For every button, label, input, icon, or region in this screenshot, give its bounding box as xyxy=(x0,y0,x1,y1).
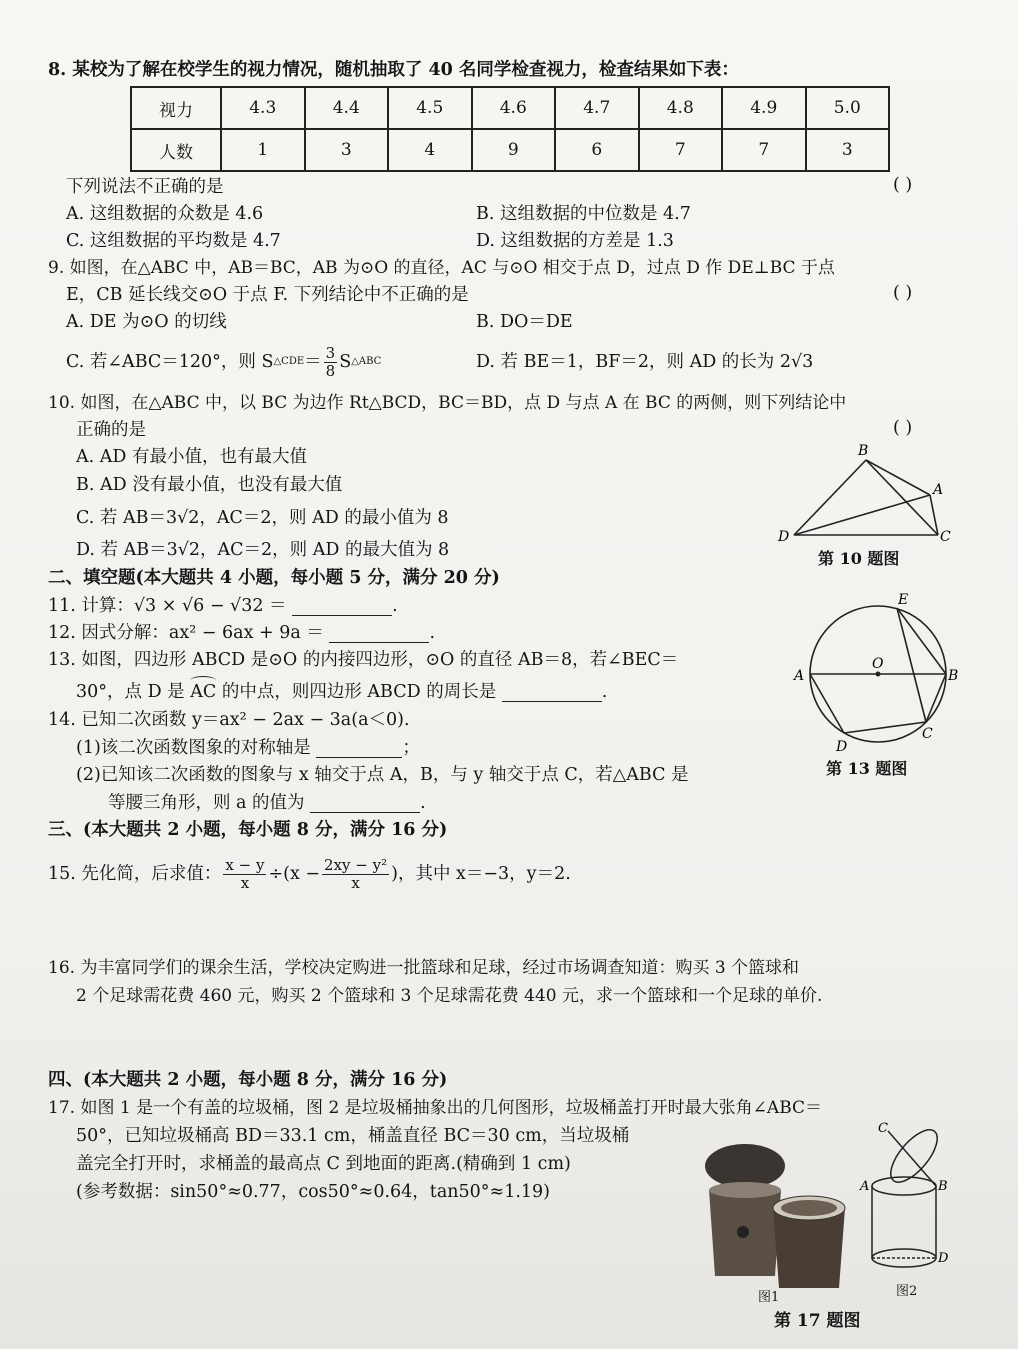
q10-caption: 第 10 题图 xyxy=(818,549,900,568)
point-label: O xyxy=(872,656,884,672)
point-label: D xyxy=(778,529,790,545)
fraction xyxy=(223,857,266,892)
table-cell: 4.3 xyxy=(221,87,305,129)
can-rim xyxy=(709,1182,781,1198)
q16-line1: 16. 为丰富同学们的课余生活，学校决定购进一批篮球和足球，经过市场调查知道：购买 3 个篮球和 xyxy=(48,958,800,978)
q15-div: ÷(x − xyxy=(268,864,321,884)
q9-c-text: C. 若∠ABC＝120°，则 S xyxy=(66,352,274,372)
can-handle xyxy=(737,1226,749,1238)
point-label: D xyxy=(836,739,848,755)
table-cell: 4.5 xyxy=(388,87,472,129)
q17-line3: 盖完全打开时，求桶盖的最高点 C 到地面的距离.(精确到 1 cm) xyxy=(76,1154,571,1174)
point-label: C xyxy=(940,529,951,545)
q9-stem-line2: E，CB 延长线交⊙O 于点 F. 下列结论中不正确的是 xyxy=(66,285,469,305)
q16-line2: 2 个足球需花费 460 元，购买 2 个篮球和 3 个足球需花费 440 元，求一个篮球和一个足球的单价. xyxy=(76,986,823,1006)
q15 xyxy=(48,852,571,896)
q8-option-d: D. 这组数据的方差是 1.3 xyxy=(476,231,674,251)
fraction-numerator: 3 xyxy=(325,343,336,362)
fraction-denominator: x xyxy=(240,873,250,892)
table-cell: 1 xyxy=(221,129,305,171)
table-cell: 4.6 xyxy=(472,87,556,129)
table-cell: 7 xyxy=(722,129,806,171)
q8-ask: 下列说法不正确的是 xyxy=(66,177,224,197)
q9-c-eq: ＝ xyxy=(304,352,322,372)
q17-line4: (参考数据：sin50°≈0.77，cos50°≈0.64，tan50°≈1.19) xyxy=(76,1182,550,1202)
point-label: C xyxy=(922,726,933,742)
table-row xyxy=(131,87,889,129)
arc-label xyxy=(190,680,216,704)
arc-mark xyxy=(190,676,216,685)
trash-can-photo xyxy=(695,1138,855,1298)
q9-option-d: D. 若 BE＝1，BF＝2，则 AD 的长为 2√3 xyxy=(476,352,814,372)
q14-semicolon: ； xyxy=(402,738,420,758)
table-cell: 7 xyxy=(639,129,723,171)
point-label: D xyxy=(938,1251,949,1266)
section-3-heading: 三、(本大题共 2 小题，每小题 8 分，满分 16 分) xyxy=(48,820,448,840)
q13-stem-line2 xyxy=(76,680,607,704)
table-cell: 4.8 xyxy=(639,87,723,129)
q14-part2-text: 等腰三角形，则 a 的值为 xyxy=(108,793,305,813)
section-2-heading: 二、填空题(本大题共 4 小题，每小题 5 分，满分 20 分) xyxy=(48,568,500,588)
fraction-numerator: 2xy − y² xyxy=(324,855,388,874)
q10-stem-line2: 正确的是 xyxy=(76,420,146,440)
table-cell: 4.9 xyxy=(722,87,806,129)
fig1-label: 图1 xyxy=(758,1290,780,1305)
q14-period: . xyxy=(420,793,426,813)
q9-option-c xyxy=(66,342,381,382)
q13-caption: 第 13 题图 xyxy=(826,759,908,778)
q9-c-s: S xyxy=(339,352,352,372)
q15-post: )，其中 x＝−3，y＝2. xyxy=(391,864,571,884)
point-label: B xyxy=(938,1179,948,1194)
q9-c-sub1: △CDE xyxy=(273,356,305,367)
table-cell: 6 xyxy=(555,129,639,171)
answer-blank xyxy=(292,597,392,616)
q8-stem: 8. 某校为了解在校学生的视力情况，随机抽取了 40 名同学检查视力，检查结果如下表： xyxy=(48,60,739,80)
q15-text: 15. 先化简，后求值： xyxy=(48,864,222,884)
table-cell: 4.4 xyxy=(305,87,389,129)
point-label: E xyxy=(898,592,909,608)
q14-part2: (2)已知该二次函数的图象与 x 轴交于点 A，B，与 y 轴交于点 C，若△ABC 是 xyxy=(76,765,689,785)
q12 xyxy=(48,621,435,645)
answer-paren: ( ) xyxy=(893,175,913,195)
table-header-cell: 人数 xyxy=(131,129,221,171)
q9-c-sub2: △ABC xyxy=(351,356,382,367)
q10-option-a: A. AD 有最小值，也有最大值 xyxy=(76,447,307,467)
q13-text-b: 的中点，则四边形 ABCD 的周长是 xyxy=(216,682,497,702)
arc-text: AC xyxy=(190,682,217,702)
table-header-cell: 视力 xyxy=(131,87,221,129)
fraction xyxy=(322,857,389,892)
q8-option-c: C. 这组数据的平均数是 4.7 xyxy=(66,231,281,251)
q12-period: . xyxy=(429,623,436,643)
answer-paren: ( ) xyxy=(893,418,913,438)
fraction-denominator: 8 xyxy=(325,361,336,380)
answer-blank xyxy=(502,683,602,702)
q17-caption: 第 17 题图 xyxy=(774,1311,861,1331)
q10-stem-line1: 10. 如图，在△ABC 中，以 BC 为边作 Rt△BCD，BC＝BD，点 D 与点 A 在 BC 的两侧，则下列结论中 xyxy=(48,393,847,413)
point-label: B xyxy=(948,668,959,684)
q13-text-a: 30°，点 D 是 xyxy=(76,682,191,702)
vision-table xyxy=(130,86,890,172)
q12-text: 12. 因式分解：ax² − 6ax + 9a ＝ xyxy=(48,623,324,643)
answer-paren: ( ) xyxy=(893,283,913,303)
point-label: A xyxy=(860,1179,870,1194)
table-cell: 3 xyxy=(806,129,890,171)
q13-period: . xyxy=(601,682,608,702)
table-cell: 9 xyxy=(472,129,556,171)
fraction-denominator: x xyxy=(351,873,360,892)
q17-line1: 17. 如图 1 是一个有盖的垃圾桶，图 2 是垃圾桶抽象出的几何图形，垃圾桶盖打开时最大张角∠ABC＝ xyxy=(48,1098,823,1118)
q17-line2: 50°，已知垃圾桶高 BD＝33.1 cm，桶盖直径 BC＝30 cm，当垃圾桶 xyxy=(76,1126,630,1146)
q10-option-c: C. 若 AB＝3√2，AC＝2，则 AD 的最小值为 8 xyxy=(76,508,449,528)
q14-part1 xyxy=(76,736,420,760)
section-4-heading: 四、(本大题共 2 小题，每小题 8 分，满分 16 分) xyxy=(48,1070,448,1090)
q14-stem: 14. 已知二次函数 y＝ax² − 2ax − 3a(a＜0). xyxy=(48,710,410,730)
q8-option-b: B. 这组数据的中位数是 4.7 xyxy=(476,204,691,224)
point-label: B xyxy=(858,443,869,459)
q10-option-b: B. AD 没有最小值，也没有最大值 xyxy=(76,475,343,495)
q17-figure-2 xyxy=(858,1118,958,1288)
q14-part1-text: (1)该二次函数图象的对称轴是 xyxy=(76,738,311,758)
table-cell: 4 xyxy=(388,129,472,171)
q13-figure xyxy=(790,588,965,758)
fig2-label: 图2 xyxy=(896,1284,918,1299)
fraction-numerator: x − y xyxy=(225,855,265,874)
table-row xyxy=(131,129,889,171)
q13-stem-line1: 13. 如图，四边形 ABCD 是⊙O 的内接四边形，⊙O 的直径 AB＝8，若∠BEC＝ xyxy=(48,650,679,670)
q10-option-d: D. 若 AB＝3√2，AC＝2，则 AD 的最大值为 8 xyxy=(76,540,450,560)
q11 xyxy=(48,594,398,618)
q8-option-a: A. 这组数据的众数是 4.6 xyxy=(66,204,264,224)
table-cell: 3 xyxy=(305,129,389,171)
q9-option-a: A. DE 为⊙O 的切线 xyxy=(66,312,227,332)
center-dot xyxy=(876,672,881,677)
point-label: C xyxy=(878,1121,888,1136)
q9-option-b: B. DO＝DE xyxy=(476,312,573,332)
table-cell: 5.0 xyxy=(806,87,890,129)
q14-part2-cont xyxy=(108,791,426,815)
q10-figure xyxy=(770,440,960,550)
can-opening xyxy=(781,1200,837,1216)
point-label: A xyxy=(794,668,805,684)
answer-blank xyxy=(316,739,402,758)
table-cell: 4.7 xyxy=(555,87,639,129)
q9-stem-line1: 9. 如图，在△ABC 中，AB＝BC，AB 为⊙O 的直径，AC 与⊙O 相交于点 D，过点 D 作 DE⊥BC 于点 xyxy=(48,258,835,278)
q11-period: . xyxy=(392,596,398,616)
fraction xyxy=(324,345,338,380)
point-label: A xyxy=(933,482,944,498)
answer-blank xyxy=(310,794,420,813)
answer-blank xyxy=(329,624,429,643)
lid-shape xyxy=(705,1144,785,1188)
q11-text: 11. 计算：√3 × √6 − √32 ＝ xyxy=(48,596,287,616)
